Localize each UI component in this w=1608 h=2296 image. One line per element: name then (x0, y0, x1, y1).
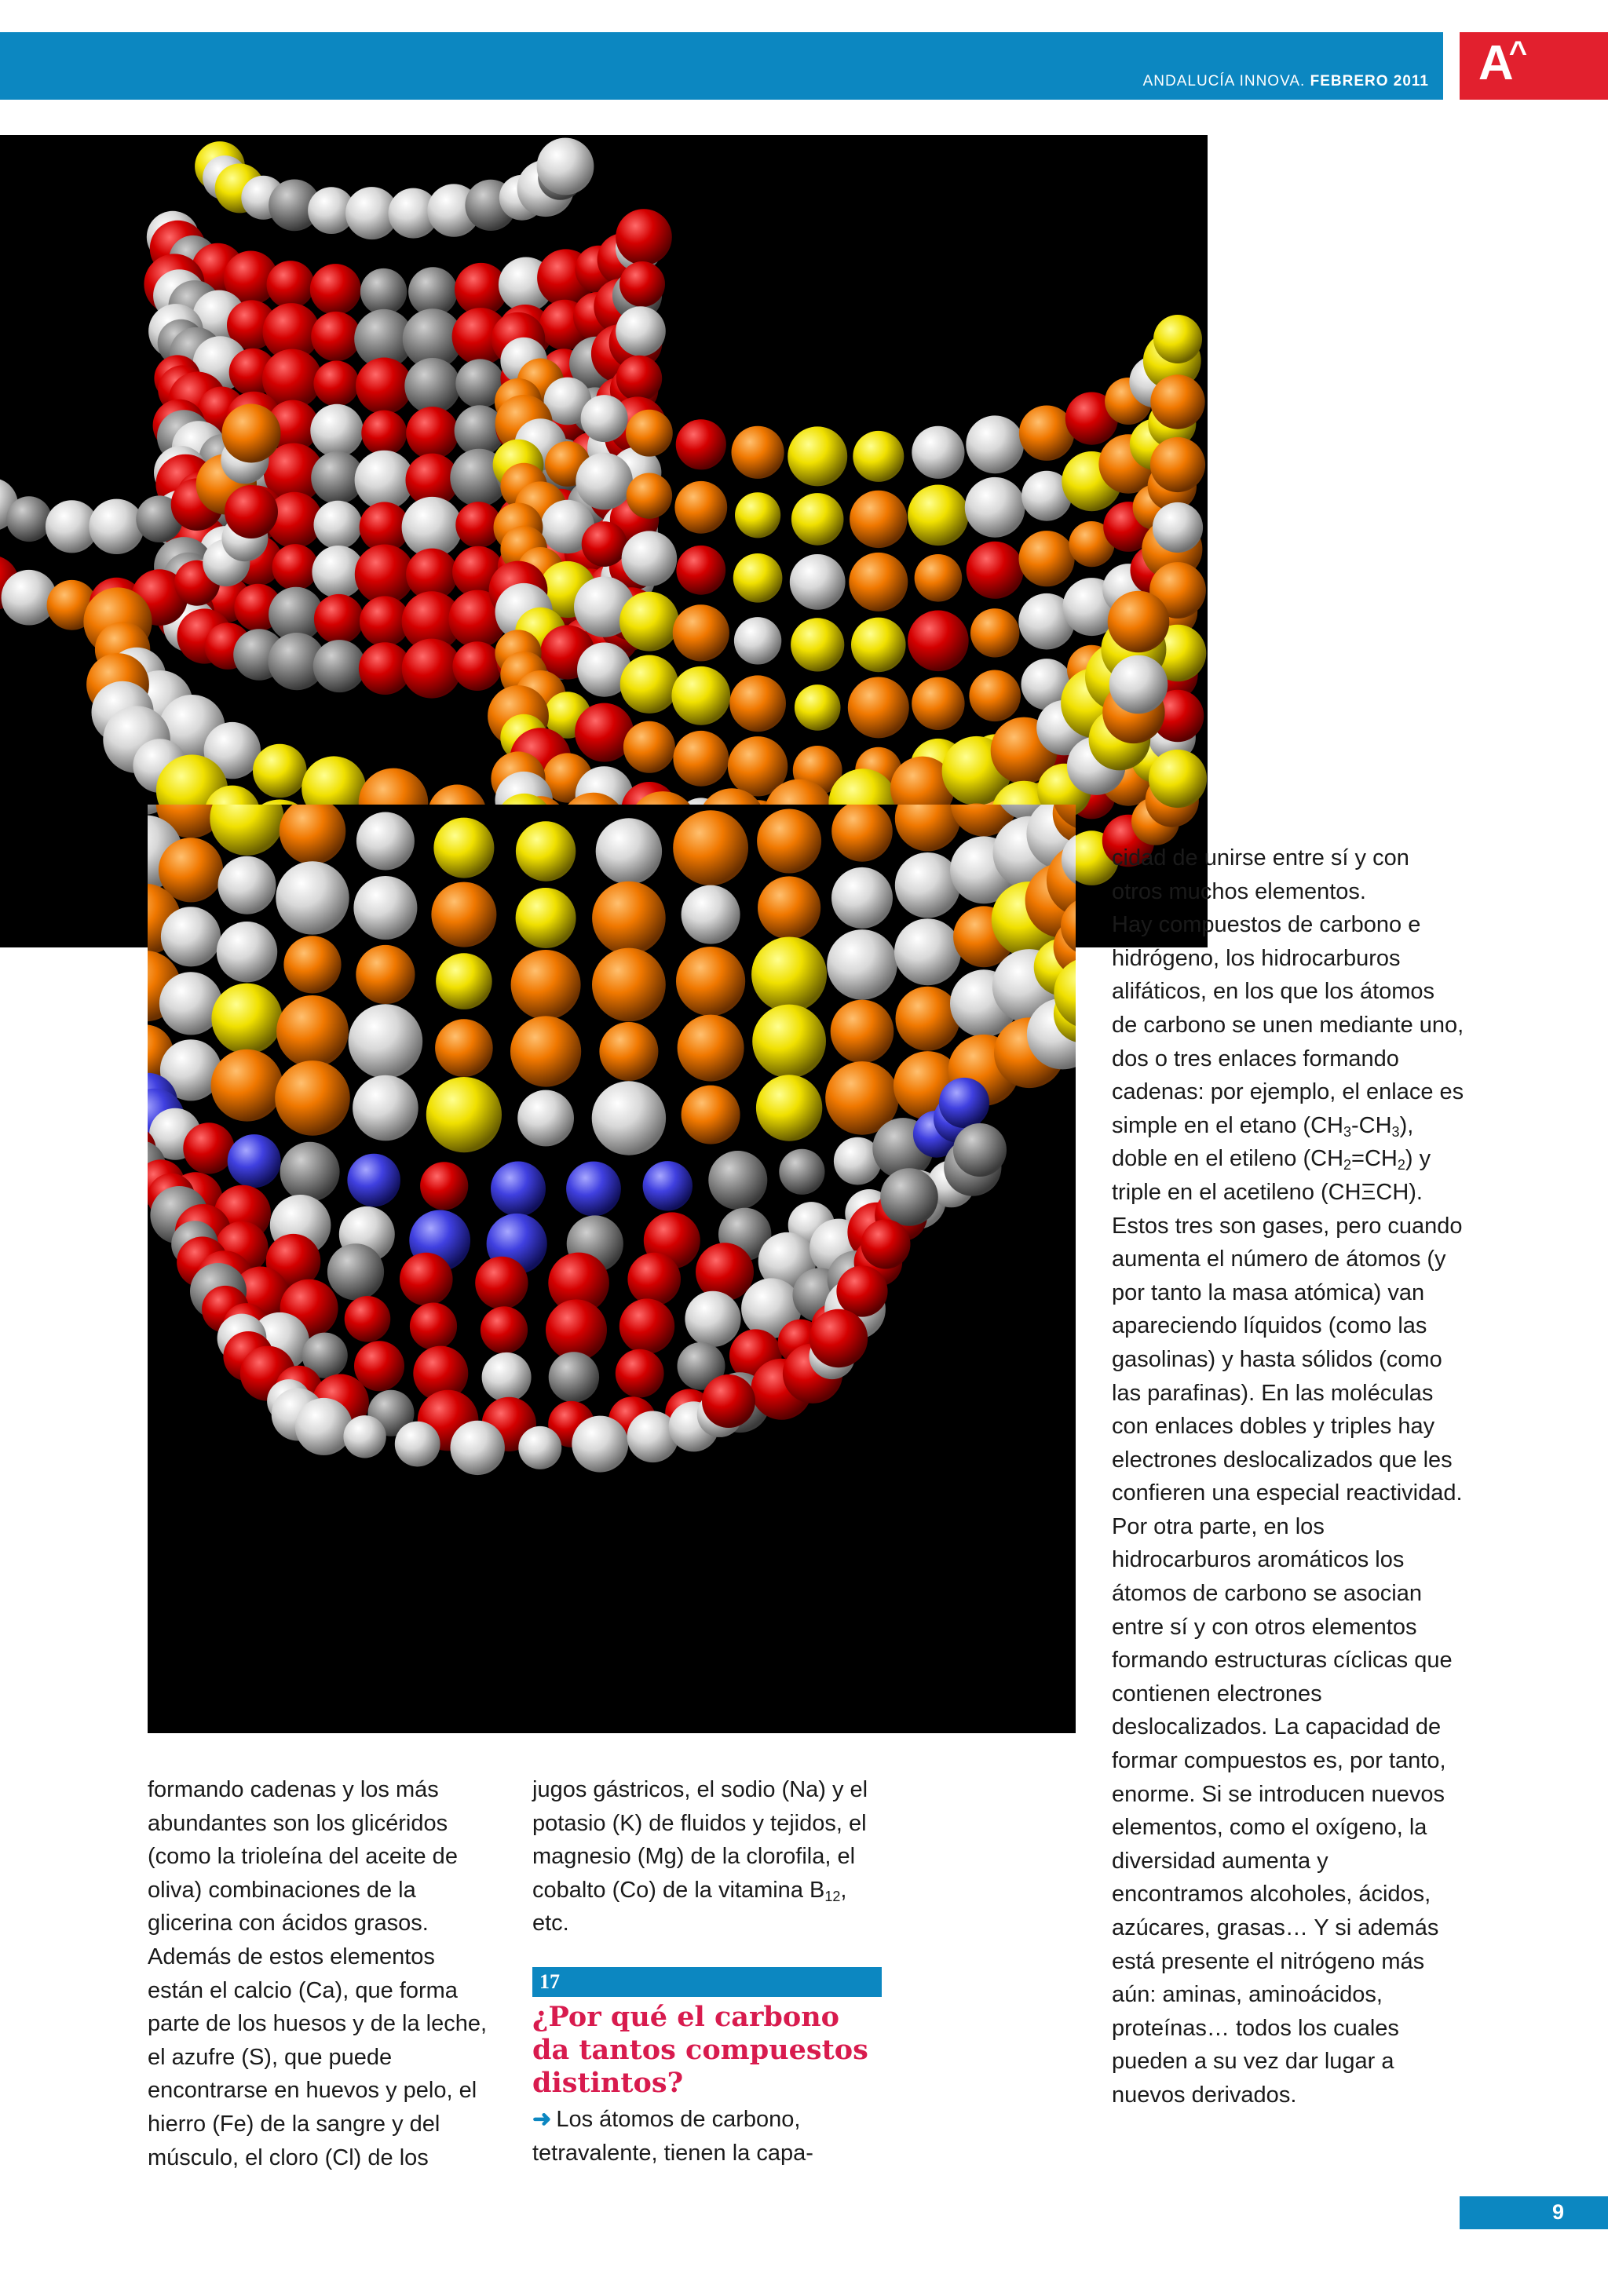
question-number-bar (532, 1967, 882, 1997)
paragraph: jugos gástricos, el sodio (Na) y el potasio (K) de fluidos y tejidos, el magnesio (Mg) de la clorofila, el cobalto (Co) de la vitamina $B_{12}$, etc. (532, 1777, 868, 1936)
logo-icon: A^ (1478, 35, 1528, 90)
text-column-1 (148, 1773, 493, 2174)
paragraph: Hay compuestos de carbono e hidrógeno, los hidrocarburos alifáticos, en los que los átomos de carbono se unen mediante uno, dos o tres enlaces formando cadenas: por ejemplo, el enlace es simple en el etano $(CH_3-CH_3)$, doble en el etileno $(CH_2=CH_2)$ y triple en el acetileno (CHΞCH). Estos tres son gases, pero cuando aumenta el número de átomos (y por tanto la masa atómica) van apareciendo líquidos (como las gasolinas) y hasta sólidos (como las parafinas). En las moléculas con enlaces dobles y triples hay electrones deslocalizados que les confieren una especial reactividad. Por otra parte, en los hidrocarburos aromáticos los átomos de carbono se asocian entre sí y con otros elementos formando estructuras cíclicas que contienen electrones deslocalizados. La capacidad de formar compuestos es, por tanto, enorme. Si se introducen nuevos elementos, como el oxígeno, la diversidad aumenta y encontramos alcoholes, ácidos, azúcares, grasas… Y si además está presente el nitrógeno más aún: aminas, aminoácidos, proteínas… todos los cuales pueden a su vez dar lugar a nuevos derivados. (1112, 912, 1464, 2108)
publication-name: ANDALUCÍA INNOVA. (1142, 73, 1306, 89)
question-body: ➜ Los átomos de carbono, tetravalente, tienen la capa- (532, 2107, 813, 2166)
question-title: ¿Por qué el carbono da tantos compuestos distintos? (532, 2001, 868, 2099)
issue-date: FEBRERO 2011 (1310, 73, 1429, 89)
page-number: 9 (1551, 2200, 1564, 2224)
question-number: 17 (539, 1970, 560, 1993)
molecule-spheres-bottom (148, 805, 1076, 1733)
text-column-3 (1112, 841, 1465, 2112)
paragraph: cidad de unirse entre sí y con otros muchos elementos. (1112, 845, 1409, 904)
paragraph: formando cadenas y los más abundantes son los glicéridos (como la trioleína del aceite de oliva) combinaciones de la glicerina con ácidos grasos. Además de estos elementos están el calcio (Ca), que forma parte de los huesos y de la leche, el azufre (S), que puede encontrarse en huevos y pelo, el hierro (Fe) de la sangre y del músculo, el cloro (Cl) de los (148, 1777, 488, 2170)
header-publication (1143, 73, 1429, 90)
logo (1460, 32, 1608, 100)
molecular-model-image-lower (148, 805, 1076, 1733)
arrow-right-icon: ➜ (532, 2107, 552, 2132)
page-number-box (1460, 2196, 1608, 2229)
text-column-2 (532, 1773, 886, 1940)
